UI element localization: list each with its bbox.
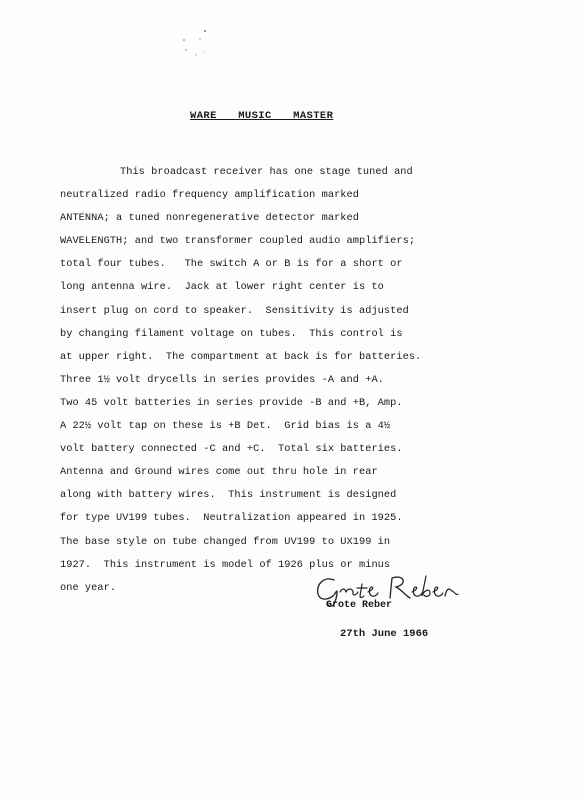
body-line: Two 45 volt batteries in series provide -B and +B, Amp.: [60, 396, 403, 409]
body-line: one year.: [60, 581, 117, 594]
body-line: Antenna and Ground wires come out thru hole in rear: [60, 466, 378, 479]
body-line: neutralized radio frequency amplification marked: [60, 189, 359, 202]
body-line: along with battery wires. This instrument is designed: [60, 489, 397, 502]
body-line: WAVELENGTH; and two transformer coupled audio amplifiers;: [60, 235, 416, 248]
body-line: by changing filament voltage on tubes. This control is: [60, 327, 403, 340]
document-date: 27th June 1966: [340, 628, 429, 640]
document-title: WARE MUSIC MASTER: [190, 110, 334, 122]
body-paragraph: [60, 161, 500, 600]
signer-name: Grote Reber: [326, 600, 393, 611]
body-line: long antenna wire. Jack at lower right center is to: [60, 281, 384, 294]
body-line: The base style on tube changed from UV199 to UX199 in: [60, 535, 391, 548]
body-line: A 22½ volt tap on these is +B Det. Grid bias is a 4½: [60, 420, 391, 433]
body-line: insert plug on cord to speaker. Sensitivity is adjusted: [60, 304, 409, 317]
body-line: Three 1½ volt drycells in series provides -A and +A.: [60, 373, 384, 386]
body-line: ANTENNA; a tuned nonregenerative detector marked: [60, 212, 359, 225]
body-line: This broadcast receiver has one stage tuned and: [120, 166, 413, 178]
body-line: 1927. This instrument is model of 1926 plus or minus: [60, 558, 391, 571]
scan-specks: [176, 26, 216, 60]
body-line: at upper right. The compartment at back is for batteries.: [60, 350, 422, 363]
body-line: for type UV199 tubes. Neutralization appeared in 1925.: [60, 512, 403, 525]
body-line: volt battery connected -C and +C. Total six batteries.: [60, 443, 403, 456]
body-line: total four tubes. The switch A or B is for a short or: [60, 258, 403, 271]
